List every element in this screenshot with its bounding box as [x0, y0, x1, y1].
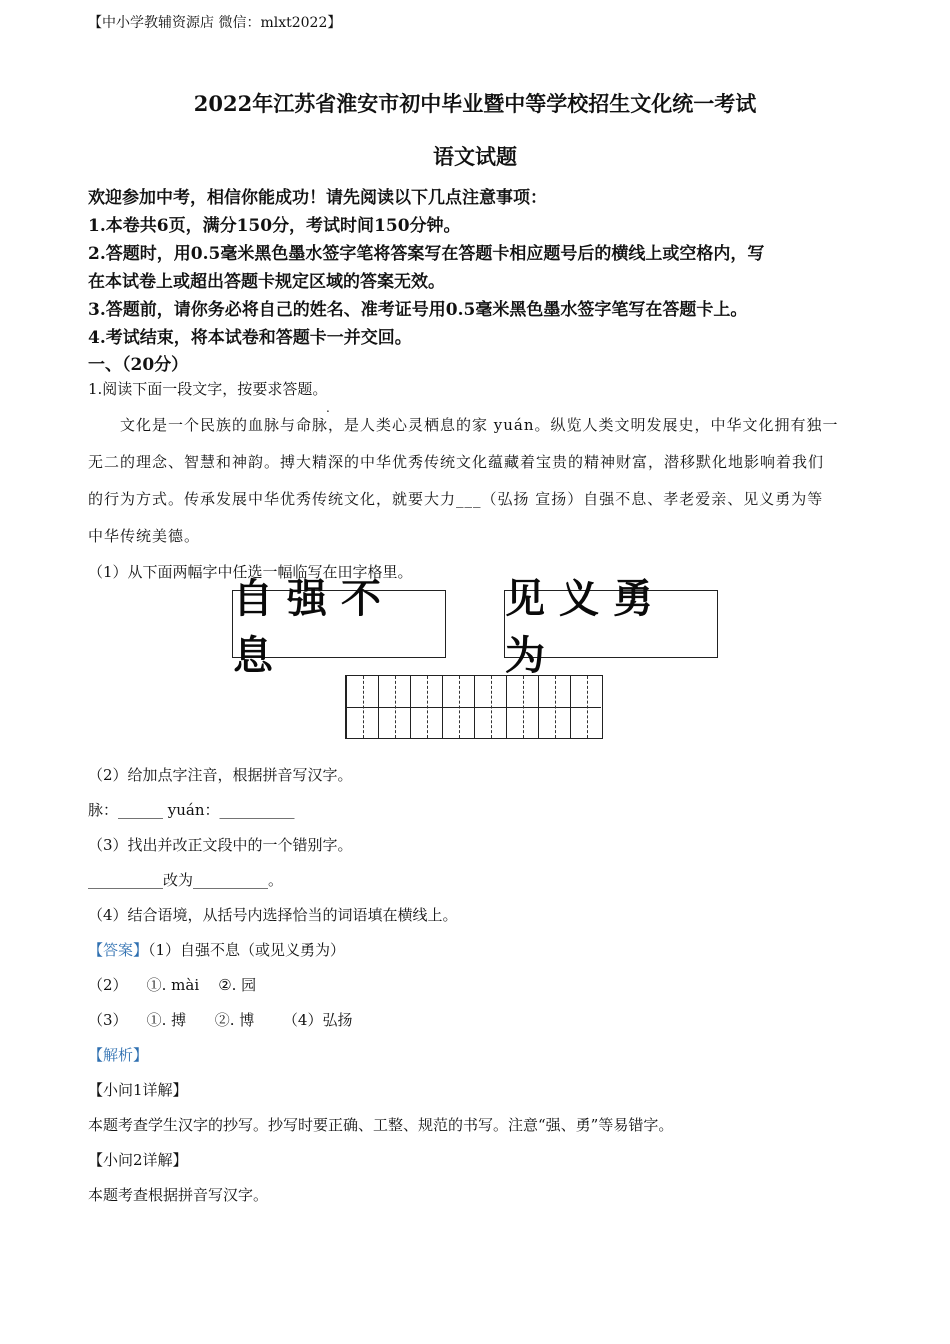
grid-cell [442, 676, 474, 738]
grid-cell [506, 676, 538, 738]
question-prompt: 1.阅读下面一段文字，按要求答题。 [88, 380, 328, 398]
passage-line-1: 文化是一个民族的血脉与命脉，是人类心灵栖息的家 yuán。纵览人类文明发展史，中华文化拥有独一 [120, 416, 839, 434]
answer-line-1: （1）自强不息（或见义勇为） [148, 941, 346, 959]
emphasis-dot: . [326, 401, 330, 415]
subquestion-2: （2）给加点字注音，根据拼音写汉字。 [88, 766, 353, 784]
grid-cell [538, 676, 570, 738]
notice-item-2-line2: 在本试卷上或超出答题卡规定区域的答案无效。 [88, 272, 445, 292]
subquestion-2-blank: 脉：______ yuán：__________ [88, 801, 295, 819]
passage-line-3: 的行为方式。传承发展中华优秀传统文化，就要大力___（弘扬 宣扬）自强不息、孝老爱亲、见义勇为等 [88, 490, 824, 508]
tianzige-grid [345, 675, 603, 739]
notice-item-2-line1: 2.答题时，用0.5毫米黑色墨水签字笔将答案写在答题卡相应题号后的横线上或空格内，写 [88, 244, 765, 264]
passage-line-4: 中华传统美德。 [88, 527, 201, 545]
subquestion-4: （4）结合语境，从括号内选择恰当的词语填在横线上。 [88, 906, 458, 924]
answer-line-3: （3） ①. 搏 ②. 博 （4）弘扬 [88, 1011, 353, 1029]
answer-line-2: （2） ①. mài ②. 园 [88, 976, 257, 994]
subquestion-1: （1）从下面两幅字中任选一幅临写在田字格里。 [88, 563, 413, 581]
exam-title: 2022年江苏省淮安市初中毕业暨中等学校招生文化统一考试 [193, 91, 757, 116]
analysis-sub2-text: 本题考查根据拼音写汉字。 [88, 1186, 269, 1204]
analysis-sub1-text: 本题考查学生汉字的抄写。抄写时要正确、工整、规范的书写。注意“强、勇”等易错字。 [88, 1116, 674, 1134]
grid-cell [570, 676, 602, 738]
calligraphy-sample-2: 见义勇为 [504, 590, 718, 658]
grid-cell [346, 676, 378, 738]
grid-cell [474, 676, 506, 738]
grid-cell [410, 676, 442, 738]
exam-subtitle: 语文试题 [433, 144, 517, 169]
grid-cell [378, 676, 410, 738]
notice-intro: 欢迎参加中考，相信你能成功！请先阅读以下几点注意事项： [88, 188, 547, 208]
calligraphy-sample-1: 自强不息 [232, 590, 446, 658]
header-note: 【中小学教辅资源店 微信：mlxt2022】 [88, 15, 342, 31]
section-heading: 一、（20分） [88, 355, 189, 375]
subquestion-3: （3）找出并改正文段中的一个错别字。 [88, 836, 353, 854]
analysis-sub1-heading: 【小问1详解】 [88, 1081, 188, 1099]
analysis-label: 【解析】 [88, 1046, 149, 1064]
notice-item-1: 1.本卷共6页，满分150分，考试时间150分钟。 [88, 216, 461, 236]
notice-item-4: 4.考试结束，将本试卷和答题卡一并交回。 [88, 328, 412, 348]
passage-line-2: 无二的理念、智慧和神韵。搏大精深的中华优秀传统文化蕴藏着宝贵的精神财富，潜移默化地影响着我们 [88, 453, 825, 471]
answer-label: 【答案】 [88, 941, 149, 959]
answer-row [88, 939, 345, 960]
notice-item-3: 3.答题前，请你务必将自己的姓名、准考证号用0.5毫米黑色墨水签字笔写在答题卡上。 [88, 300, 748, 320]
analysis-sub2-heading: 【小问2详解】 [88, 1151, 188, 1169]
subquestion-3-blank: __________改为__________。 [88, 871, 284, 889]
